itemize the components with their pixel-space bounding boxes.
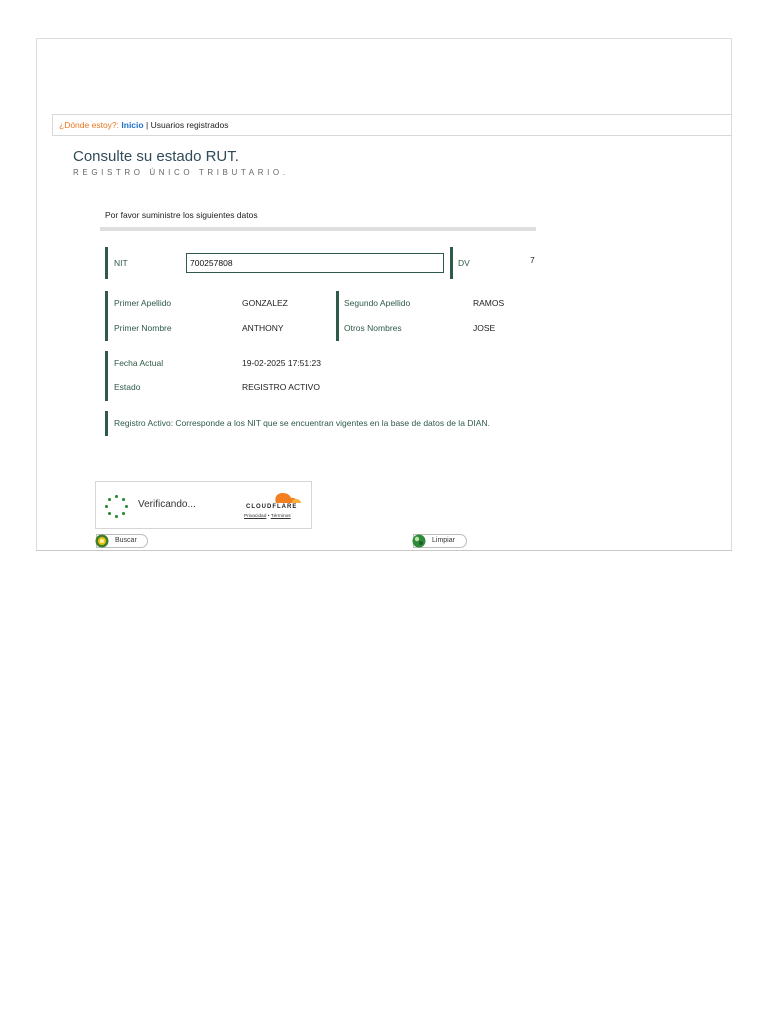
search-button[interactable]	[96, 534, 148, 548]
primer-nombre-label: Primer Nombre	[114, 323, 172, 333]
clear-button-label: Limpiar	[432, 537, 455, 544]
clear-button[interactable]	[413, 534, 467, 548]
loading-spinner-icon	[105, 495, 127, 517]
breadcrumb-separator: |	[145, 120, 149, 130]
primer-nombre-value: ANTHONY	[242, 323, 284, 333]
fecha-actual-label: Fecha Actual	[114, 358, 164, 368]
cloudflare-captcha[interactable]	[95, 481, 312, 529]
page-title: Consulte su estado RUT.	[73, 148, 239, 165]
names-left-accent-bar	[105, 291, 108, 341]
nit-input[interactable]	[186, 253, 444, 273]
dv-accent-bar	[450, 247, 453, 279]
page-subtitle: REGISTRO ÚNICO TRIBUTARIO.	[73, 168, 289, 177]
form-intro: Por favor suministre los siguientes datos	[105, 210, 258, 220]
nit-label: NIT	[114, 258, 128, 268]
breadcrumb-where: ¿Dónde estoy?:	[59, 120, 120, 130]
search-circle-icon	[95, 534, 109, 548]
captcha-status-text: Verificando...	[138, 499, 196, 510]
cloudflare-brand: CLOUDFLARE	[246, 504, 298, 510]
clear-circle-icon	[412, 534, 426, 548]
otros-nombres-value: JOSE	[473, 323, 496, 333]
links-separator: •	[267, 514, 270, 519]
estado-label: Estado	[114, 382, 141, 392]
note-accent-bar	[105, 411, 108, 436]
breadcrumb	[52, 114, 732, 136]
fecha-actual-value: 19-02-2025 17:51:23	[242, 358, 321, 368]
terms-link[interactable]: Términos	[270, 514, 291, 519]
status-note: Registro Activo: Corresponde a los NIT que se encuentran vigentes en la base de datos de la DIAN.	[114, 418, 490, 428]
segundo-apellido-value: RAMOS	[473, 298, 505, 308]
dv-label: DV	[458, 258, 470, 268]
names-right-accent-bar	[336, 291, 339, 341]
cloudflare-cloud-icon	[244, 489, 304, 505]
nit-accent-bar	[105, 247, 108, 279]
status-accent-bar	[105, 351, 108, 401]
captcha-links	[244, 514, 291, 519]
primer-apellido-value: GONZALEZ	[242, 298, 288, 308]
breadcrumb-home-link[interactable]: Inicio	[121, 120, 144, 130]
estado-value: REGISTRO ACTIVO	[242, 382, 320, 392]
breadcrumb-current: Usuarios registrados	[150, 120, 229, 130]
otros-nombres-label: Otros Nombres	[344, 323, 402, 333]
dv-value: 7	[530, 255, 535, 265]
intro-divider	[100, 227, 536, 231]
primer-apellido-label: Primer Apellido	[114, 298, 172, 308]
search-button-label: Buscar	[115, 537, 137, 544]
segundo-apellido-label: Segundo Apellido	[344, 298, 411, 308]
privacy-link[interactable]: Privacidad	[244, 514, 267, 519]
